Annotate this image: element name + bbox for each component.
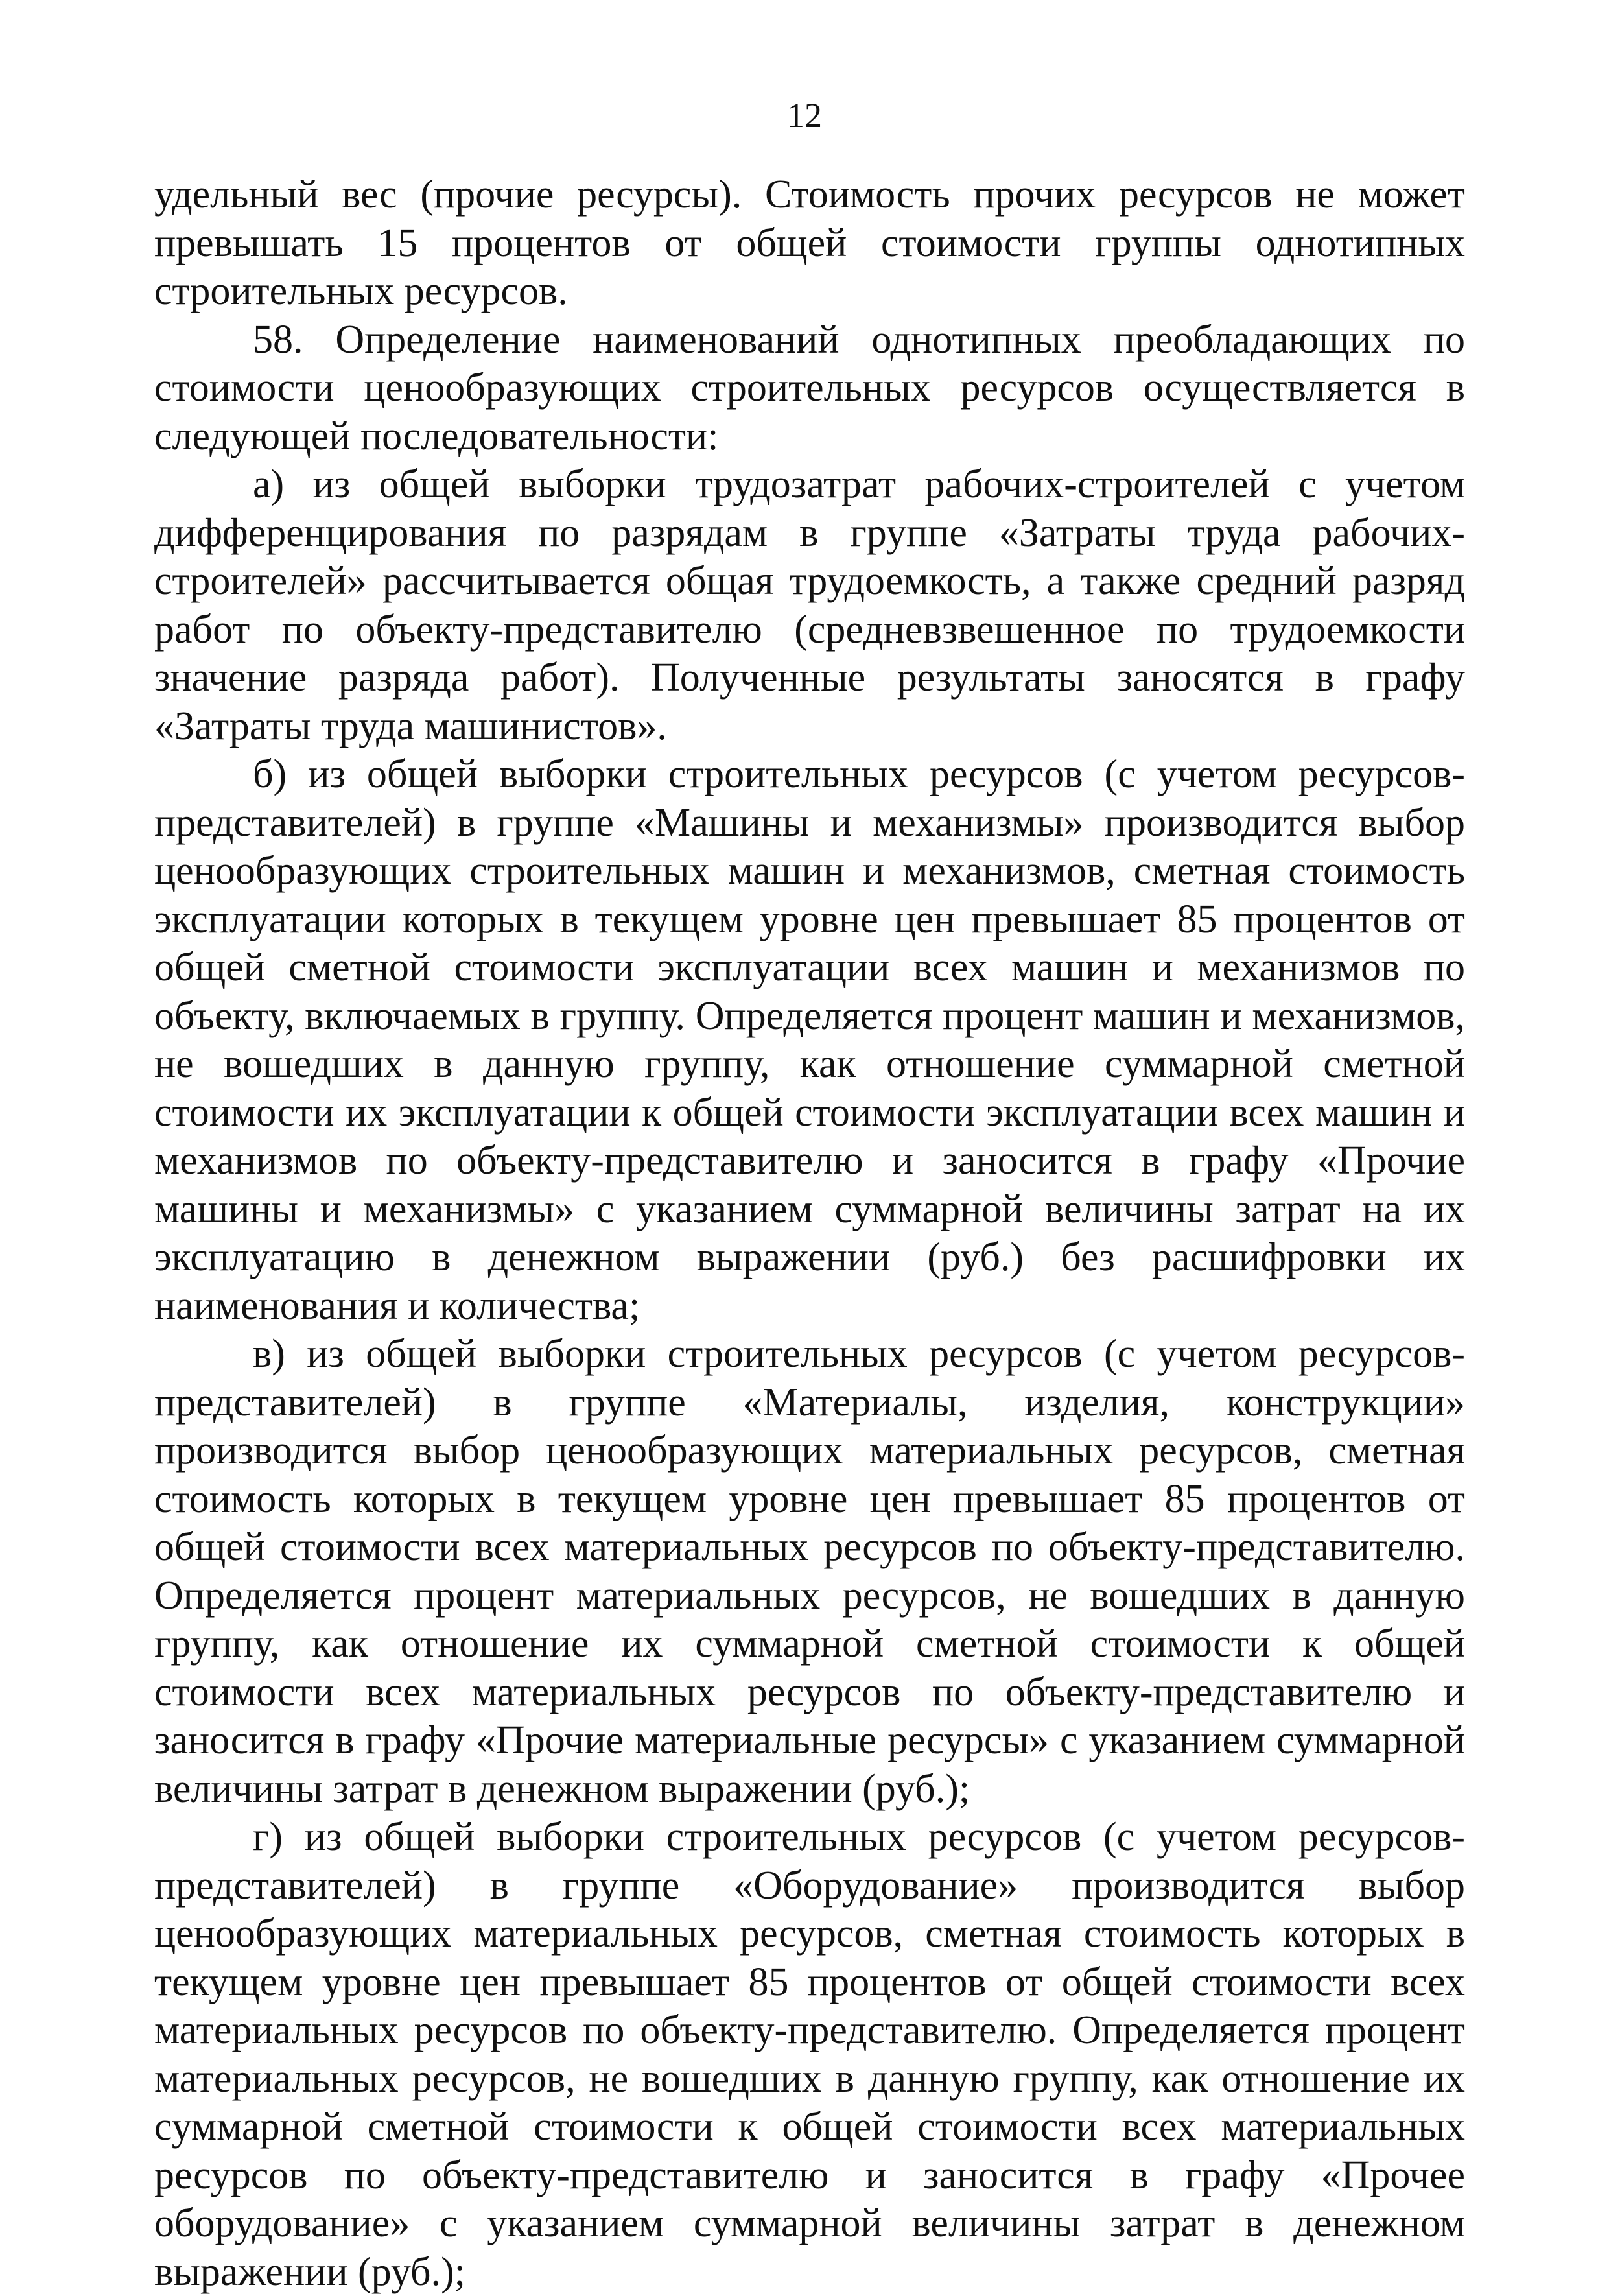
paragraph-item-b: б) из общей выборки строительных ресурсов (с учетом ресурсов-представителей) в группе «Машины и механизмы» производится выбор ценообразующих строительных машин и механизмов, сметная стоимость эксплуатации которых в текущем уровне цен превышает 85 процентов от общей сметной стоимости эксплуатации всех машин и механизмов по объекту, включаемых в группу. Определяется процент машин и механизмов, не вошедших в данную группу, как отношение суммарной сметной стоимости их эксплуатации к общей стоимости эксплуатации всех машин и механизмов по объекту-представителю и заносится в графу «Прочие машины и механизмы» с указанием суммарной величины затрат на их эксплуатацию в денежном выражении (руб.) без расшифровки их наименования и количества; bbox=[154, 752, 1465, 1328]
paragraph-continuation: удельный вес (прочие ресурсы). Стоимость прочих ресурсов не может превышать 15 процентов от общей стоимости группы однотипных строительных ресурсов. bbox=[154, 172, 1465, 313]
paragraph-clause-58: 58. Определение наименований однотипных преобладающих по стоимости ценообразующих строительных ресурсов осуществляется в следующей последовательности: bbox=[154, 317, 1465, 458]
paragraph-item-g: г) из общей выборки строительных ресурсов (с учетом ресурсов-представителей) в группе «Оборудование» производится выбор ценообразующих материальных ресурсов, сметная стоимость которых в текущем уровне цен превышает 85 процентов от общей стоимости всех материальных ресурсов по объекту-представителю. Определяется процент материальных ресурсов, не вошедших в данную группу, как отношение их суммарной сметной стоимости к общей стоимости всех материальных ресурсов по объекту-представителю и заносится в графу «Прочее оборудование» с указанием суммарной величины затрат в денежном выражении (руб.); bbox=[154, 1815, 1465, 2294]
paragraph-item-v: в) из общей выборки строительных ресурсов (с учетом ресурсов-представителей) в группе «Материалы, изделия, конструкции» производится выбор ценообразующих материальных ресурсов, сметная стоимость которых в текущем уровне цен превышает 85 процентов от общей стоимости всех материальных ресурсов по объекту-представителю. Определяется процент материальных ресурсов, не вошедших в данную группу, как отношение их суммарной сметной стоимости к общей стоимости всех материальных ресурсов по объекту-представителю и заносится в графу «Прочие материальные ресурсы» с указанием суммарной величины затрат в денежном выражении (руб.); bbox=[154, 1332, 1465, 1811]
paragraph-item-a: а) из общей выборки трудозатрат рабочих-строителей с учетом дифференцирования по разрядам в группе «Затраты труда рабочих-строителей» рассчитывается общая трудоемкость, а также средний разряд работ по объекту-представителю (средневзвешенное по трудоемкости значение разряда работ). Полученные результаты заносятся в графу «Затраты труда машинистов». bbox=[154, 462, 1465, 748]
document-body bbox=[154, 171, 1465, 2296]
page-number: 12 bbox=[787, 96, 822, 135]
